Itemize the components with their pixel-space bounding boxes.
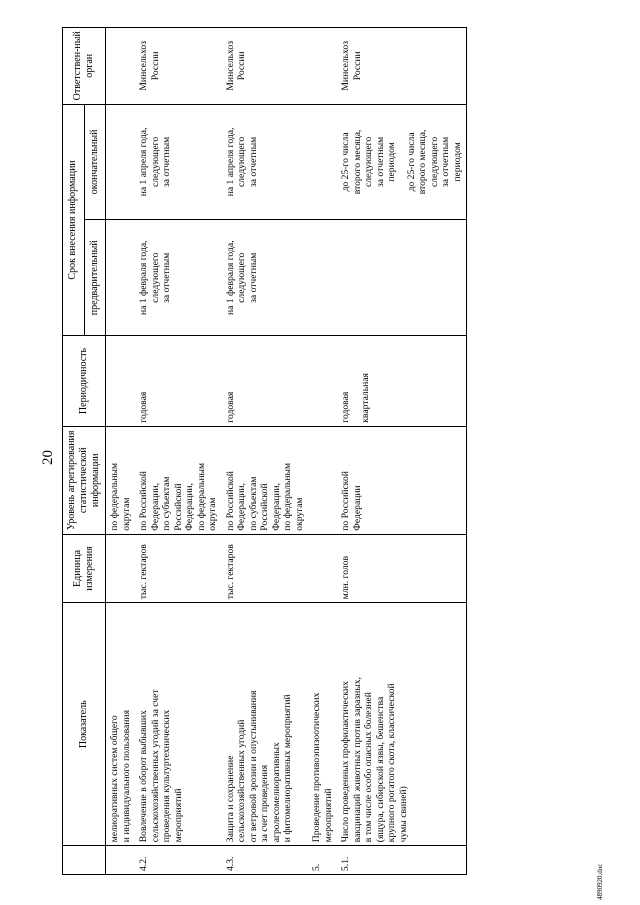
row-preliminary: [106, 220, 136, 336]
footer-filename: 4890920.doc: [596, 863, 604, 900]
row-unit: [308, 534, 337, 603]
row-indicator: Проведение противоэпизоотических мероприятий: [308, 603, 337, 846]
row-preliminary: на 1 февраля года, следующего за отчетным: [135, 220, 222, 336]
row-number: [106, 846, 136, 875]
row-preliminary: на 1 февраля года, следующего за отчетным: [222, 220, 309, 336]
row-indicator: Защита и сохранение сельскохозяйственных угодий от ветровой эрозии и опустынивания за счет проведения агролесомелиоративных и фитомелиоративных мероприятий: [222, 603, 309, 846]
row-level: по федеральным округам: [106, 426, 136, 534]
row-unit: [106, 534, 136, 603]
row-periodicity: годовая: [222, 336, 309, 426]
row-periodicity: годовая квартальная: [337, 336, 467, 426]
page-number: 20: [40, 450, 56, 465]
row-responsible: Минсельхоз России: [222, 28, 309, 105]
row-preliminary: [337, 220, 467, 336]
header-final: окончательный: [84, 104, 106, 220]
row-level: по Российской Федерации: [337, 426, 467, 534]
row-level: по Российской Федерации, по субъектам Российской Федерации, по федеральным округам: [222, 426, 309, 534]
header-level: Уровень агрегирования статистической информации: [63, 426, 106, 534]
row-responsible: Минсельхоз России: [337, 28, 467, 105]
row-number: 4.2.: [135, 846, 222, 875]
header-responsible: Ответствен-ный орган: [63, 28, 106, 105]
row-periodicity: [106, 336, 136, 426]
header-number: [63, 846, 106, 875]
row-unit: тыс. гектаров: [135, 534, 222, 603]
table-row: [135, 28, 222, 875]
row-number: 5.: [308, 846, 337, 875]
row-responsible: [308, 28, 337, 105]
table-row: [106, 28, 136, 875]
row-periodicity: [308, 336, 337, 426]
row-number: 5.1.: [337, 846, 467, 875]
header-preliminary: предварительный: [84, 220, 106, 336]
row-level: [308, 426, 337, 534]
row-responsible: [106, 28, 136, 105]
row-unit: млн. голов: [337, 534, 467, 603]
row-indicator: Вовлечение в оборот выбывших сельскохозяйственных угодий за счет проведения культуртехнических мероприятий: [135, 603, 222, 846]
row-level: по Российской Федерации, по субъектам Российской Федерации, по федеральным округам: [135, 426, 222, 534]
row-unit: тыс. гектаров: [222, 534, 309, 603]
header-periodicity: Периодичность: [63, 336, 106, 426]
header-indicator: Показатель: [63, 603, 106, 846]
table-row: [337, 28, 467, 875]
row-responsible: Минсельхоз России: [135, 28, 222, 105]
row-final: [308, 104, 337, 220]
header-unit: Единица измерения: [63, 534, 106, 603]
row-final: [106, 104, 136, 220]
row-periodicity: годовая: [135, 336, 222, 426]
row-indicator: Число проведенных профилактических вакцинаций животных против заразных, в том числе особо опасных болезней (ящура, сибирской язвы, бешенства крупного рогатого скота, классической чумы свиней): [337, 603, 467, 846]
row-number: 4.3.: [222, 846, 309, 875]
row-final: на 1 апреля года, следующего за отчетным: [222, 104, 309, 220]
table-row: [308, 28, 337, 875]
row-final: на 1 апреля года, следующего за отчетным: [135, 104, 222, 220]
row-final: до 25-го числа второго месяца, следующего за отчетным периодом до 25-го числа второго месяца, следующего за отчетным периодом: [337, 104, 467, 220]
header-deadline: Срок внесения информации: [63, 104, 85, 336]
table-row: [222, 28, 309, 875]
row-preliminary: [308, 220, 337, 336]
row-indicator: мелиоративных систем общего и индивидуального пользования: [106, 603, 136, 846]
indicator-table: [62, 27, 467, 875]
